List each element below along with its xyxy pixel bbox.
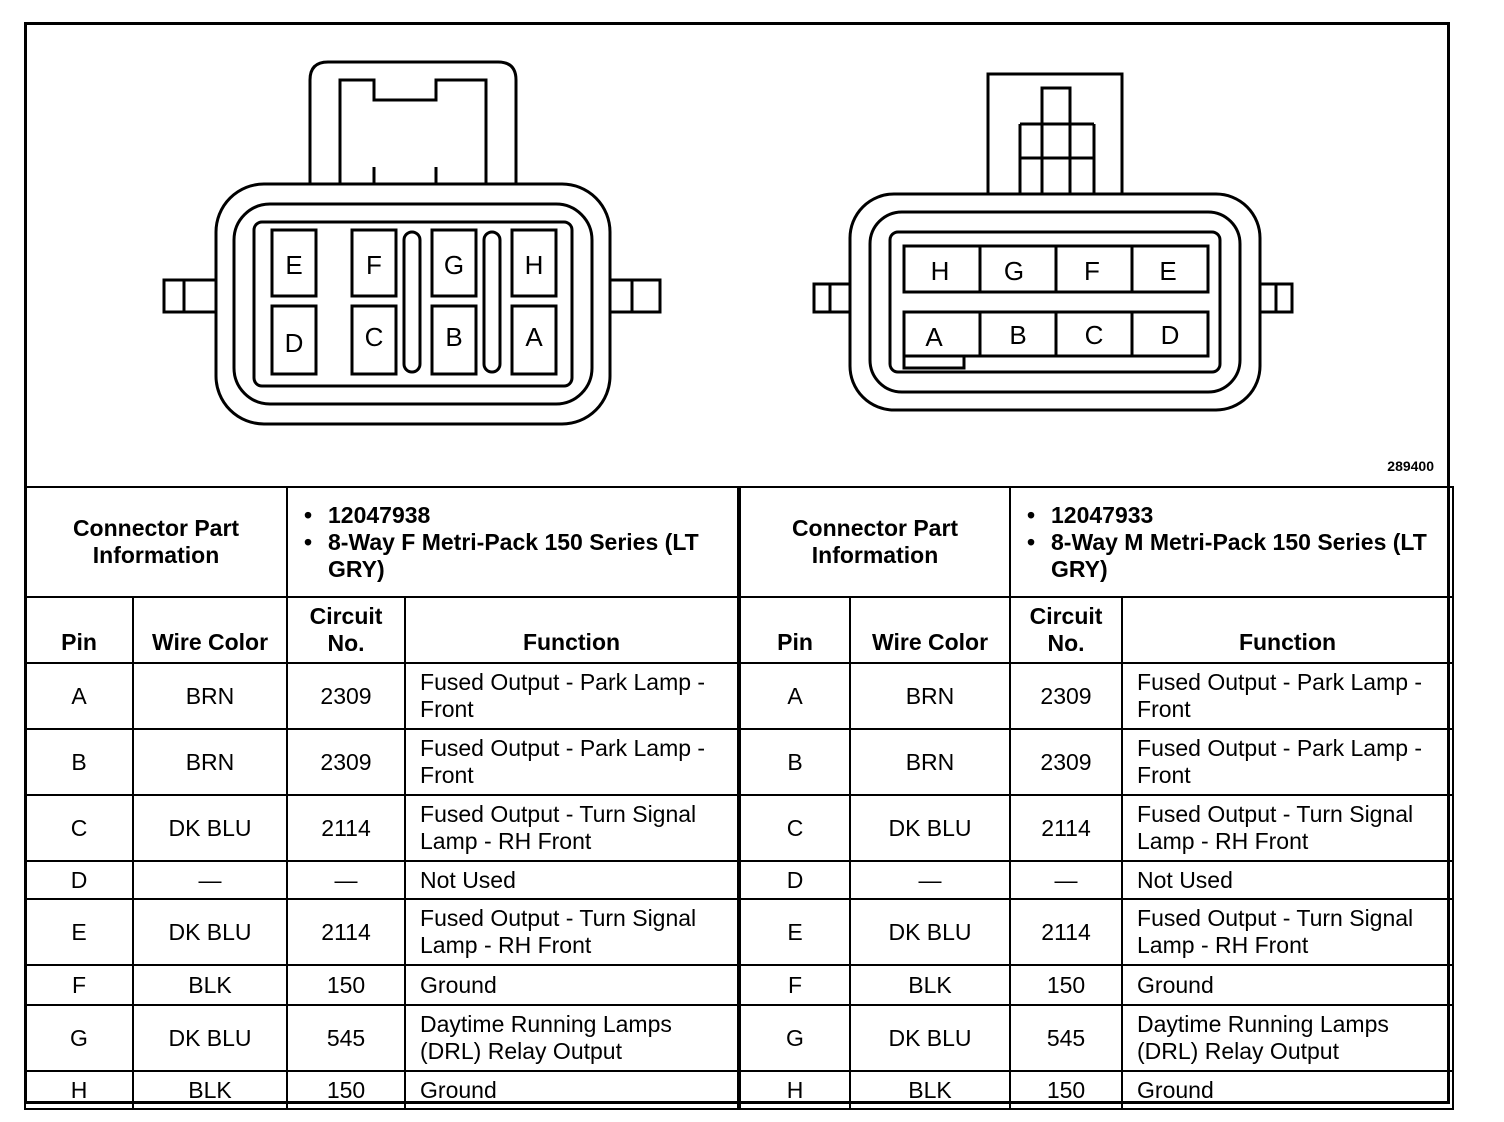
- info-item: • 8-Way M Metri-Pack 150 Series (LT GRY): [1051, 529, 1440, 583]
- info-label-text: Connector Part Information: [72, 515, 240, 568]
- cell-circuit-no: 150: [1010, 965, 1122, 1005]
- cell-pin: H: [740, 1071, 850, 1109]
- cell-wire-color: DK BLU: [850, 899, 1010, 965]
- cell-wire-color: BRN: [133, 729, 287, 795]
- table-row: [25, 663, 738, 729]
- info-list: [287, 487, 738, 597]
- left-pin-top-1: E: [285, 250, 303, 280]
- info-label: [25, 487, 287, 597]
- table-row: [25, 795, 738, 861]
- cell-wire-color: DK BLU: [850, 1005, 1010, 1071]
- table-row: [25, 1005, 738, 1071]
- header-function: Function: [405, 597, 738, 663]
- right-pin-top-2: G: [1003, 256, 1025, 286]
- table-row: [740, 965, 1453, 1005]
- header-function: Function: [1122, 597, 1453, 663]
- cell-pin: E: [25, 899, 133, 965]
- cell-function: Ground: [405, 965, 738, 1005]
- right-connector: [814, 74, 1292, 410]
- cell-circuit-no: 150: [287, 1071, 405, 1109]
- right-pin-top-1: H: [930, 256, 950, 286]
- cell-wire-color: DK BLU: [850, 795, 1010, 861]
- cell-wire-color: BLK: [850, 965, 1010, 1005]
- cell-circuit-no: —: [1010, 861, 1122, 899]
- table-row: [740, 899, 1453, 965]
- info-item: • 8-Way F Metri-Pack 150 Series (LT GRY): [328, 529, 725, 583]
- header-wire-color: Wire Color: [133, 597, 287, 663]
- cell-pin: F: [25, 965, 133, 1005]
- left-pin-bottom-2: C: [364, 322, 384, 352]
- cell-pin: D: [740, 861, 850, 899]
- cell-circuit-no: 150: [1010, 1071, 1122, 1109]
- cell-pin: B: [25, 729, 133, 795]
- cell-function: Fused Output - Turn Signal Lamp - RH Front: [405, 899, 738, 965]
- table-row: [740, 861, 1453, 899]
- cell-function: Fused Output - Park Lamp - Front: [405, 729, 738, 795]
- table-row: [740, 663, 1453, 729]
- table-body: [25, 663, 738, 1109]
- header-pin: Pin: [25, 597, 133, 663]
- table-row: [740, 795, 1453, 861]
- header-circuit-no: Circuit No.: [287, 597, 405, 663]
- cell-circuit-no: 150: [287, 965, 405, 1005]
- header-wire-color: Wire Color: [850, 597, 1010, 663]
- cell-wire-color: BRN: [850, 663, 1010, 729]
- info-label: [740, 487, 1010, 597]
- info-label-text: Connector Part Information: [791, 515, 959, 568]
- cell-circuit-no: 2114: [287, 795, 405, 861]
- cell-function: Not Used: [405, 861, 738, 899]
- table-body: [740, 663, 1453, 1109]
- cell-circuit-no: 545: [287, 1005, 405, 1071]
- cell-function: Fused Output - Turn Signal Lamp - RH Front: [1122, 899, 1453, 965]
- cell-function: Daytime Running Lamps (DRL) Relay Output: [1122, 1005, 1453, 1071]
- info-item: • 12047938: [328, 502, 725, 529]
- cell-wire-color: —: [850, 861, 1010, 899]
- cell-pin: B: [740, 729, 850, 795]
- table-row: [25, 1071, 738, 1109]
- table-row: [740, 729, 1453, 795]
- left-pin-bottom-3: B: [445, 322, 463, 352]
- cell-wire-color: BLK: [133, 1071, 287, 1109]
- cell-pin: A: [25, 663, 133, 729]
- cell-function: Daytime Running Lamps (DRL) Relay Output: [405, 1005, 738, 1071]
- cell-wire-color: —: [133, 861, 287, 899]
- left-pin-bottom-1: D: [284, 328, 304, 358]
- right-pin-bottom-4: D: [1160, 320, 1180, 350]
- cell-wire-color: BRN: [850, 729, 1010, 795]
- cell-function: Ground: [1122, 965, 1453, 1005]
- header-circuit-no: Circuit No.: [1010, 597, 1122, 663]
- cell-pin: C: [25, 795, 133, 861]
- right-pin-bottom-2: B: [1009, 320, 1027, 350]
- table-row: [25, 965, 738, 1005]
- left-connector: [164, 62, 660, 424]
- cell-circuit-no: 2309: [1010, 729, 1122, 795]
- cell-pin: A: [740, 663, 850, 729]
- cell-circuit-no: 2114: [1010, 899, 1122, 965]
- cell-pin: H: [25, 1071, 133, 1109]
- cell-function: Ground: [405, 1071, 738, 1109]
- info-item: • 12047933: [1051, 502, 1440, 529]
- right-pin-bottom-3: C: [1084, 320, 1104, 350]
- cell-circuit-no: 2309: [287, 663, 405, 729]
- cell-function: Fused Output - Turn Signal Lamp - RH Front: [1122, 795, 1453, 861]
- cell-pin: D: [25, 861, 133, 899]
- left-pin-bottom-4: A: [525, 322, 543, 352]
- right-pin-top-4: E: [1159, 256, 1177, 286]
- cell-pin: C: [740, 795, 850, 861]
- cell-pin: F: [740, 965, 850, 1005]
- cell-circuit-no: 2114: [1010, 795, 1122, 861]
- connector-table-left: [24, 486, 739, 1110]
- left-pin-top-2: F: [366, 250, 382, 280]
- left-pin-top-4: H: [524, 250, 544, 280]
- cell-function: Not Used: [1122, 861, 1453, 899]
- table-row: [740, 1005, 1453, 1071]
- header-pin: Pin: [740, 597, 850, 663]
- cell-circuit-no: 545: [1010, 1005, 1122, 1071]
- cell-circuit-no: —: [287, 861, 405, 899]
- right-pin-bottom-1: A: [925, 322, 943, 352]
- left-pin-top-3: G: [443, 250, 465, 280]
- connector-diagram: [24, 22, 1450, 488]
- cell-wire-color: DK BLU: [133, 795, 287, 861]
- table-row: [740, 1071, 1453, 1109]
- cell-function: Fused Output - Park Lamp - Front: [1122, 729, 1453, 795]
- right-pin-top-3: F: [1084, 256, 1100, 286]
- cell-function: Fused Output - Park Lamp - Front: [405, 663, 738, 729]
- cell-circuit-no: 2309: [287, 729, 405, 795]
- table-row: [25, 861, 738, 899]
- cell-pin: G: [25, 1005, 133, 1071]
- cell-circuit-no: 2114: [287, 899, 405, 965]
- cell-function: Fused Output - Park Lamp - Front: [1122, 663, 1453, 729]
- cell-pin: E: [740, 899, 850, 965]
- figure-id: 289400: [1387, 458, 1434, 474]
- cell-function: Fused Output - Turn Signal Lamp - RH Front: [405, 795, 738, 861]
- table-row: [25, 729, 738, 795]
- info-list: [1010, 487, 1453, 597]
- cell-wire-color: BLK: [133, 965, 287, 1005]
- cell-wire-color: DK BLU: [133, 1005, 287, 1071]
- connector-table-right: [739, 486, 1454, 1110]
- cell-wire-color: DK BLU: [133, 899, 287, 965]
- cell-wire-color: BRN: [133, 663, 287, 729]
- cell-pin: G: [740, 1005, 850, 1071]
- cell-circuit-no: 2309: [1010, 663, 1122, 729]
- cell-function: Ground: [1122, 1071, 1453, 1109]
- table-row: [25, 899, 738, 965]
- cell-wire-color: BLK: [850, 1071, 1010, 1109]
